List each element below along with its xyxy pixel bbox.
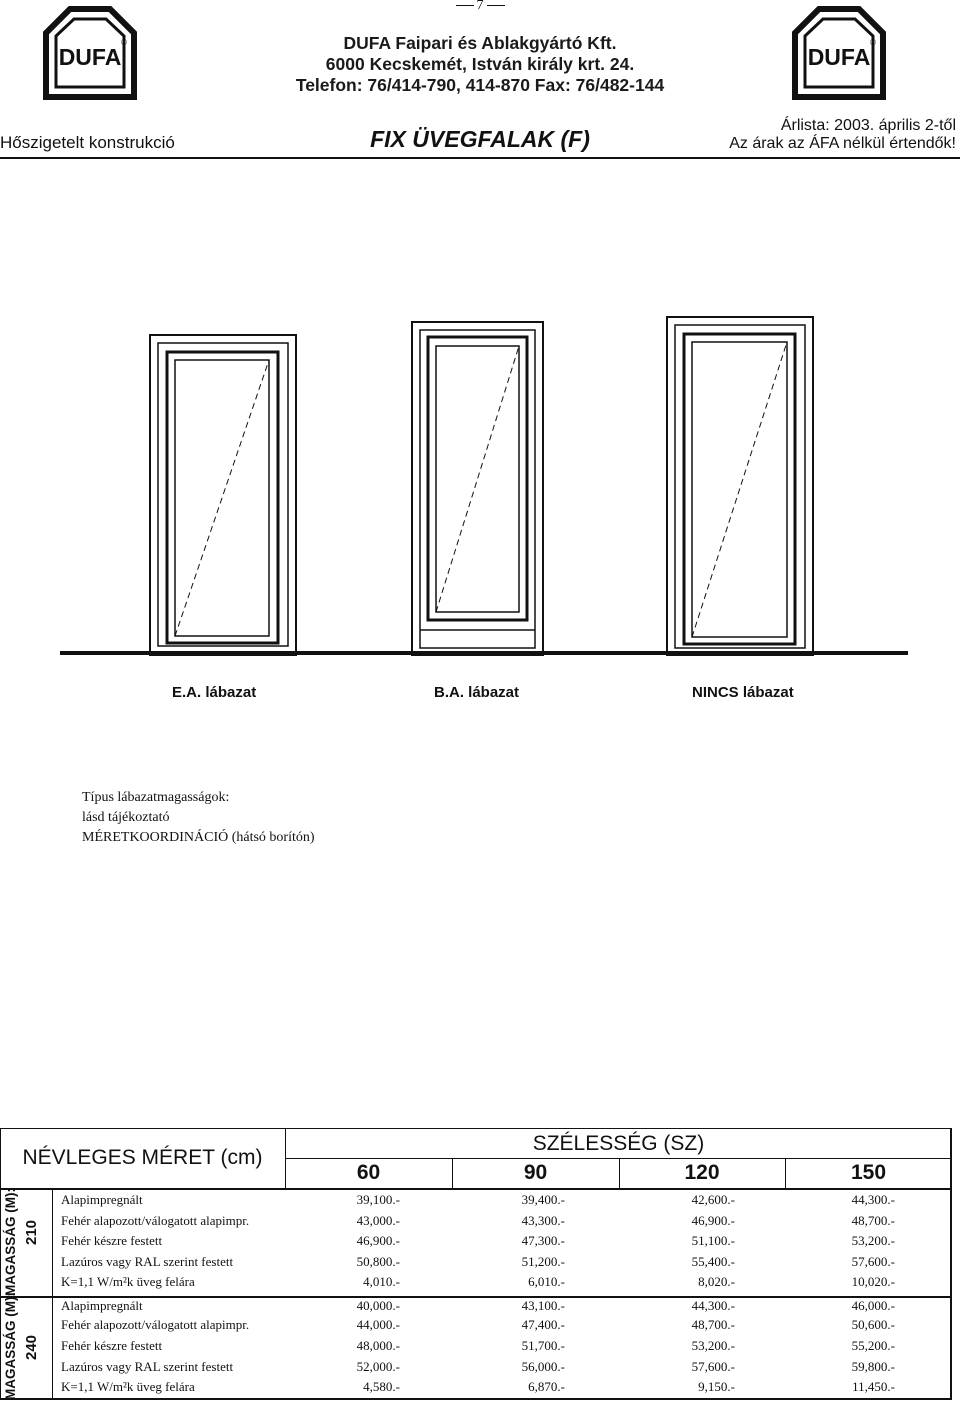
- row-label: Fehér készre festett: [61, 1338, 163, 1353]
- price-cell: 55,200.-: [851, 1338, 895, 1353]
- note-line: Típus lábazatmagasságok:: [82, 790, 230, 805]
- price-cell: 46,900.-: [356, 1233, 400, 1248]
- price-cell: 4,580.-: [363, 1379, 400, 1394]
- price-cell: 44,300.-: [691, 1298, 735, 1313]
- row-label: Lazúros vagy RAL szerint festett: [61, 1359, 234, 1374]
- price-cell: 47,300.-: [521, 1233, 565, 1248]
- note-line: lásd tájékoztató: [82, 810, 170, 825]
- window-ea: [150, 335, 296, 655]
- header-divider: [0, 157, 960, 159]
- company-address: 6000 Kecskemét, István király krt. 24.: [325, 54, 635, 74]
- price-list-date: Árlista: 2003. április 2-től: [780, 117, 956, 134]
- svg-text:®: ®: [870, 38, 876, 47]
- column-header-90: 90: [523, 1161, 548, 1184]
- row-label: K=1,1 W/m²k üveg felára: [61, 1379, 195, 1394]
- row-label: Fehér készre festett: [61, 1233, 163, 1248]
- svg-text:®: ®: [121, 38, 127, 47]
- dufa-logo: [789, 3, 889, 103]
- grid-line: [785, 1158, 786, 1188]
- base-height-notes: [82, 788, 315, 848]
- price-cell: 53,200.-: [851, 1233, 895, 1248]
- row-label: K=1,1 W/m²k üveg felára: [61, 1274, 195, 1289]
- price-cell: 10,020.-: [851, 1274, 895, 1289]
- window-ba: [412, 322, 543, 655]
- price-cell: 4,010.-: [363, 1274, 400, 1289]
- price-cell: 48,700.-: [851, 1213, 895, 1228]
- price-cell: 11,450.-: [852, 1379, 895, 1394]
- page-number: 7: [444, 0, 516, 14]
- price-cell: 51,100.-: [691, 1233, 735, 1248]
- construction-type: Hőszigetelt konstrukció: [0, 133, 175, 152]
- price-cell: 6,870.-: [528, 1379, 565, 1394]
- vat-note: Az árak az ÁFA nélkül értendők!: [729, 135, 956, 152]
- svg-text:DUFA: DUFA: [807, 44, 871, 70]
- price-cell: 48,000.-: [356, 1338, 400, 1353]
- height-value: 210: [23, 1219, 40, 1245]
- price-cell: 53,200.-: [691, 1338, 735, 1353]
- page-title: FIX ÜVEGFALAK (F): [370, 126, 590, 152]
- grid-line: [619, 1158, 620, 1188]
- svg-text:DUFA: DUFA: [58, 44, 122, 70]
- window-nincs: [667, 317, 813, 655]
- price-cell: 50,600.-: [851, 1317, 895, 1332]
- price-cell: 57,600.-: [851, 1254, 895, 1269]
- price-cell: 51,700.-: [521, 1338, 565, 1353]
- row-label: Alapimpregnált: [61, 1298, 143, 1313]
- price-cell: 56,000.-: [521, 1359, 565, 1374]
- price-cell: 43,300.-: [521, 1213, 565, 1228]
- height-label-text: MAGASSÁG (M):: [3, 1292, 18, 1400]
- price-cell: 46,000.-: [851, 1298, 895, 1313]
- height-value: 240: [23, 1334, 40, 1360]
- price-cell: 47,400.-: [521, 1317, 565, 1332]
- price-cell: 42,600.-: [691, 1192, 735, 1207]
- price-cell: 59,800.-: [851, 1359, 895, 1374]
- row-label: Alapimpregnált: [61, 1192, 143, 1207]
- price-cell: 46,900.-: [691, 1213, 735, 1228]
- row-label: Fehér alapozott/válogatott alapimpr.: [61, 1213, 250, 1228]
- price-info: [729, 117, 956, 153]
- price-cell: 57,600.-: [691, 1359, 735, 1374]
- grid-line: [452, 1158, 453, 1188]
- row-label: Fehér alapozott/válogatott alapimpr.: [61, 1317, 250, 1332]
- label-ba-base: B.A. lábazat: [434, 684, 520, 701]
- window-drawings: [0, 300, 960, 670]
- row-label: Lazúros vagy RAL szerint festett: [61, 1254, 234, 1269]
- label-no-base: NINCS lábazat: [692, 684, 794, 701]
- price-cell: 51,200.-: [521, 1254, 565, 1269]
- nominal-size-header: NÉVLEGES MÉRET (cm): [22, 1146, 263, 1169]
- price-cell: 50,800.-: [356, 1254, 400, 1269]
- company-name: DUFA Faipari és Ablakgyártó Kft.: [343, 33, 617, 53]
- note-line: MÉRETKOORDINÁCIÓ (hátsó borítón): [82, 830, 315, 845]
- price-cell: 43,100.-: [521, 1298, 565, 1313]
- price-cell: 40,000.-: [356, 1298, 400, 1313]
- grid-line: [285, 1128, 286, 1188]
- height-label-text: MAGASSÁG (M):: [3, 1188, 18, 1296]
- price-cell: 8,020.-: [698, 1274, 735, 1289]
- price-cell: 43,000.-: [356, 1213, 400, 1228]
- column-header-120: 120: [684, 1161, 720, 1184]
- price-cell: 52,000.-: [356, 1359, 400, 1374]
- price-cell: 44,000.-: [356, 1317, 400, 1332]
- width-header: SZÉLESSÉG (SZ): [532, 1132, 705, 1155]
- grid-line: [52, 1188, 53, 1400]
- price-cell: 9,150.-: [698, 1379, 735, 1394]
- price-cell: 48,700.-: [691, 1317, 735, 1332]
- price-cell: 55,400.-: [691, 1254, 735, 1269]
- column-header-150: 150: [850, 1161, 887, 1184]
- column-header-60: 60: [356, 1161, 381, 1184]
- price-cell: 39,100.-: [356, 1192, 400, 1207]
- price-cell: 39,400.-: [521, 1192, 565, 1207]
- company-phone: Telefon: 76/414-790, 414-870 Fax: 76/482-144: [295, 75, 665, 95]
- dufa-logo: [40, 3, 140, 103]
- price-cell: 44,300.-: [851, 1192, 895, 1207]
- price-cell: 6,010.-: [528, 1274, 565, 1289]
- company-block: [200, 33, 760, 96]
- label-ea-base: E.A. lábazat: [172, 684, 257, 701]
